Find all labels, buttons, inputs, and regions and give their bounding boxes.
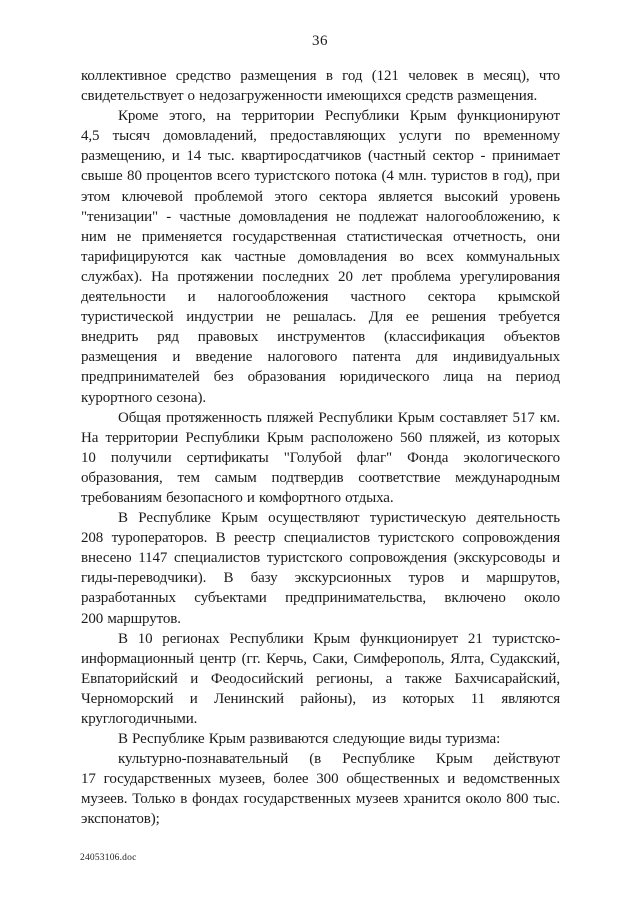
paragraph: В Республике Крым развиваются следующие виды туризма:	[118, 731, 501, 748]
page-number: 36	[312, 33, 328, 49]
paragraph: культурно-познавательный (в Республике Крым действуют 17 государственных музеев, более 300 общественных и ведомственных музеев. Только в фондах государственных музеев хранится около 800 тыс. экспонатов);	[81, 751, 560, 828]
paragraph: В Республике Крым осуществляют туристическую деятельность 208 туроператоров. В реестр специалистов туристского сопровождения внесено 1147 специалистов туристского сопровождения (экскурсоводы и гиды-переводчики). В базу экскурсионных туров и маршрутов, разработанных субъектами предпринимательства, включено около 200 маршрутов.	[81, 510, 560, 627]
paragraph: коллективное средство размещения в год (121 человек в месяц), что свидетельствует о недозагруженности имеющихся средств размещения.	[81, 68, 560, 105]
document-body	[81, 66, 560, 830]
paragraph: В 10 регионах Республики Крым функционирует 21 туристско-информационный центр (гг. Керчь, Саки, Симферополь, Ялта, Судакский, Евпаторийский и Феодосийский регионы, а также Бахчисарайский, Черноморский и Ленинский районы), из которых 11 являются круглогодичными.	[81, 630, 560, 727]
paragraph: Кроме этого, на территории Республики Крым функционируют 4,5 тысяч домовладений, предоставляющих услуги по временному размещению, и 14 тыс. квартиросдатчиков (частный сектор - принимает свыше 80 процентов всего туристского потока (4 млн. туристов в год), при этом ключевой проблемой этого сектора является высокий уровень "тенизации" - частные домовладения не подлежат налогообложению, к ним не применяется государственная статистическая отчетность, они тарифицируются как частные домовладения во всех коммунальных службах). На протяжении последних 20 лет проблема урегулирования деятельности и налогообложения частного сектора крымской туристической индустрии не решалась. Для ее решения требуется внедрить ряд правовых инструментов (классификация объектов размещения и введение налогового патента для индивидуальных предпринимателей без образования юридического лица на период курортного сезона).	[81, 108, 560, 406]
footer-filename: 24053106.doc	[80, 853, 137, 863]
paragraph: Общая протяженность пляжей Республики Крым составляет 517 км. На территории Республики Крым расположено 560 пляжей, из которых 10 получили сертификаты "Голубой флаг" Фонда экологического образования, тем самым подтвердив соответствие международным требованиям безопасного и комфортного отдыха.	[81, 409, 560, 506]
